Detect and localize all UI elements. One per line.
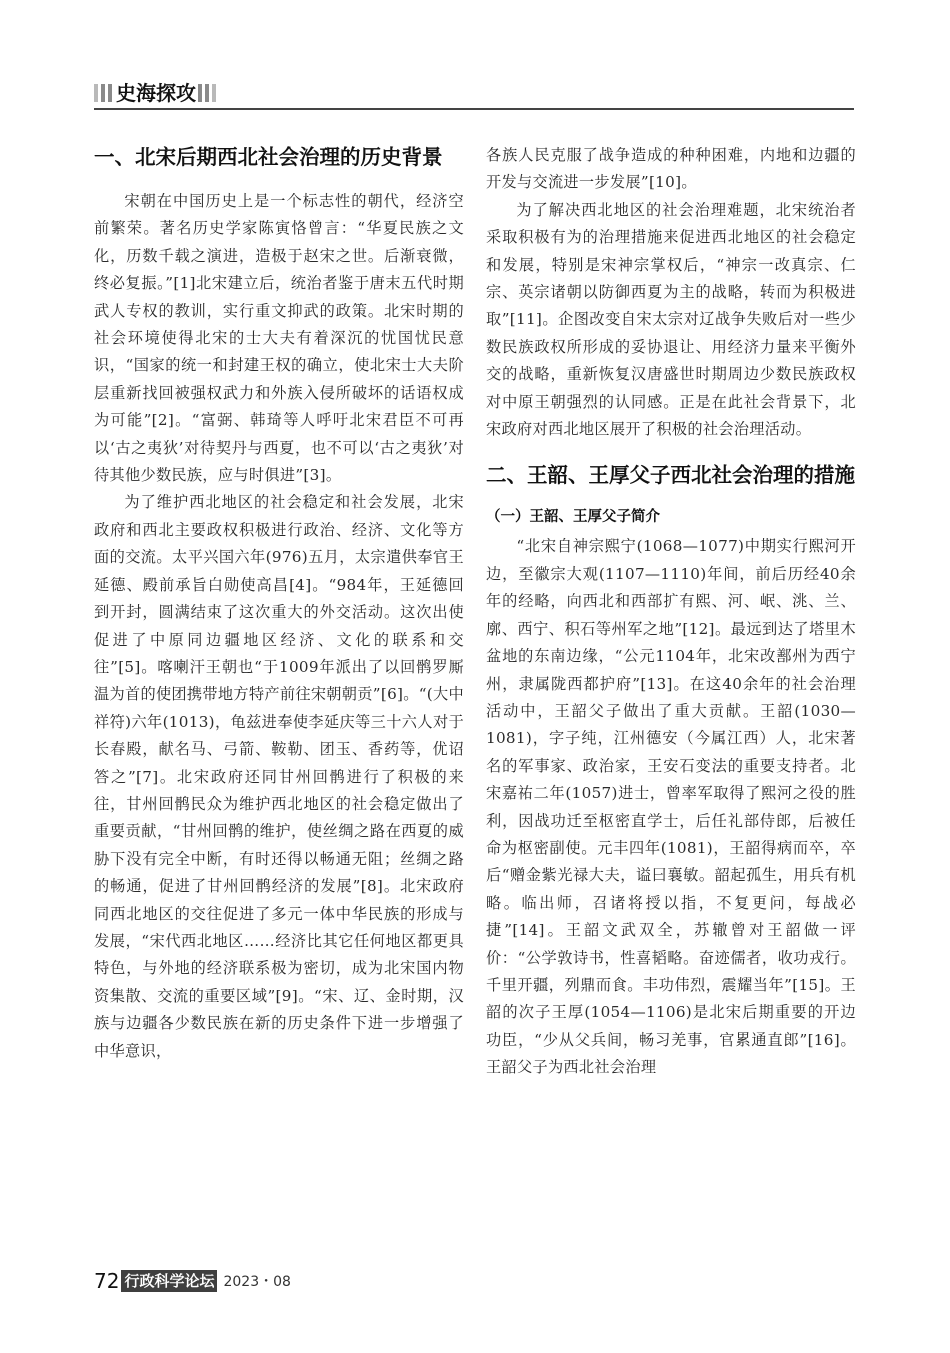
issue-label: 2023・08 <box>223 1274 291 1290</box>
header-bars-left-icon <box>94 84 112 102</box>
section-heading-1: 一、北宋后期西北社会治理的历史背景 <box>94 145 443 169</box>
section-title: 史海探攻 <box>116 81 196 105</box>
running-header <box>94 80 854 106</box>
journal-name: 行政科学论坛 <box>121 1270 217 1292</box>
paragraph: 为了维护西北地区的社会稳定和社会发展，北宋政府和西北主要政权积极进行政治、经济、文化等方面的交流。太平兴国六年(976)五月，太宗遣供奉官王延德、殿前承旨白勋使高昌[4]。“984年，王延德回到开封，圆满结束了这次重大的外交活动。这次出使促进了中原同边疆地区经济、文化的联系和交往”[5]。喀喇汗王朝也“于1009年派出了以回鹘罗厮温为首的使团携带地方特产前往宋朝朝贡”[6]。“(大中祥符)六年(1013)，龟兹进奉使李延庆等三十六人对于长春殿，献名马、弓箭、鞍勒、团玉、香药等，优诏答之”[7]。北宋政府还同甘州回鹘进行了积极的来往，甘州回鹘民众为维护西北地区的社会稳定做出了重要贡献，“甘州回鹘的维护，使丝绸之路在西夏的威胁下没有完全中断，有时还得以畅通无阻；丝绸之路的畅通，促进了甘州回鹘经济的发展”[8]。北宋政府同西北地区的交往促进了多元一体中华民族的形成与发展，“宋代西北地区……经济比其它任何地区都更具特色，与外地的经济联系极为密切，成为北宋国内物资集散、交流的重要区域”[9]。“宋、辽、金时期，汉族与边疆各少数民族在新的历史条件下进一步增强了中华意识， <box>94 493 465 1060</box>
subsection-heading: （一）王韶、王厚父子简介 <box>486 509 660 526</box>
paragraph: “北宋自神宗熙宁(1068—1077)中期实行熙河开边，至徽宗大观(1107—1110)年间，前后历经40余年的经略，向西北和西部扩有熙、河、岷、洮、兰、廓、西宁、积石等州军之地”[12]。最远到达了塔里木盆地的东南边缘，“公元1104年，北宋改鄯州为西宁州，隶属陇西都护府”[13]。在这40余年的社会治理活动中，王韶父子做出了重大贡献。王韶(1030—1081)，字子纯，江州德安（今属江西）人，北宋著名的军事家、政治家，王安石变法的重要支持者。北宋嘉祐二年(1057)进士，曾率军取得了熙河之役的胜利，因战功迁至枢密直学士，后任礼部侍郎，后被任命为枢密副使。元丰四年(1081)，王韶得病而卒，卒后“赠金紫光禄大夫，谥曰襄敏。韶起孤生，用兵有机略。临出师，召诸将授以指，不复更问，每战必捷”[14]。王韶文武双全，苏辙曾对王韶做一评价：“公学敦诗书，性喜韬略。奋迹儒者，收功戎行。千里开疆，列鼎而食。丰功伟烈，震耀当年”[15]。王韶的次子王厚(1054—1106)是北宋后期重要的开边功臣，“少从父兵间，畅习羌事，官累通直郎”[16]。王韶父子为西北社会治理 <box>486 537 856 1077</box>
header-rule <box>94 108 854 110</box>
paragraph: 宋朝在中国历史上是一个标志性的朝代，经济空前繁荣。著名历史学家陈寅恪曾言：“华夏民族之文化，历数千载之演进，造极于赵宋之世。后渐衰微，终必复振。”[1]北宋建立后，统治者鉴于唐末五代时期武人专权的教训，实行重文抑武的政策。北宋时期的社会环境使得北宋的士大夫有着深沉的忧国忧民意识，“国家的统一和封建王权的确立，使北宋士大夫阶层重新找回被强权武力和外族入侵所破坏的话语权成为可能”[2]。“富弼、韩琦等人呼吁北宋君臣不可再以‘古之夷狄’对待契丹与西夏，也不可以‘古之夷狄’对待其他少数民族，应与时俱进”[3]。 <box>94 192 464 485</box>
paragraph: 为了解决西北地区的社会治理难题，北宋统治者采取积极有为的治理措施来促进西北地区的社会稳定和发展，特别是宋神宗掌权后，“神宗一改真宗、仁宗、英宗诸朝以防御西夏为主的战略，转而为积极进取”[11]。企图改变自宋太宗对辽战争失败后对一些少数民族政权所形成的妥协退让、用经济力量来平衡外交的战略，重新恢复汉唐盛世时期周边少数民族政权对中原王朝强烈的认同感。正是在此社会背景下，北宋政府对西北地区展开了积极的社会治理活动。 <box>486 200 856 439</box>
section-heading-2: 二、王韶、王厚父子西北社会治理的措施 <box>486 463 855 488</box>
page-number: 72 <box>94 1269 120 1293</box>
right-column <box>486 142 856 1082</box>
paragraph-continued: 各族人民克服了战争造成的种种困难，内地和边疆的开发与交流进一步发展”[10]。 <box>486 146 856 192</box>
header-bars-right-icon <box>198 84 216 102</box>
left-column <box>94 142 464 1065</box>
page-footer <box>94 1268 291 1294</box>
